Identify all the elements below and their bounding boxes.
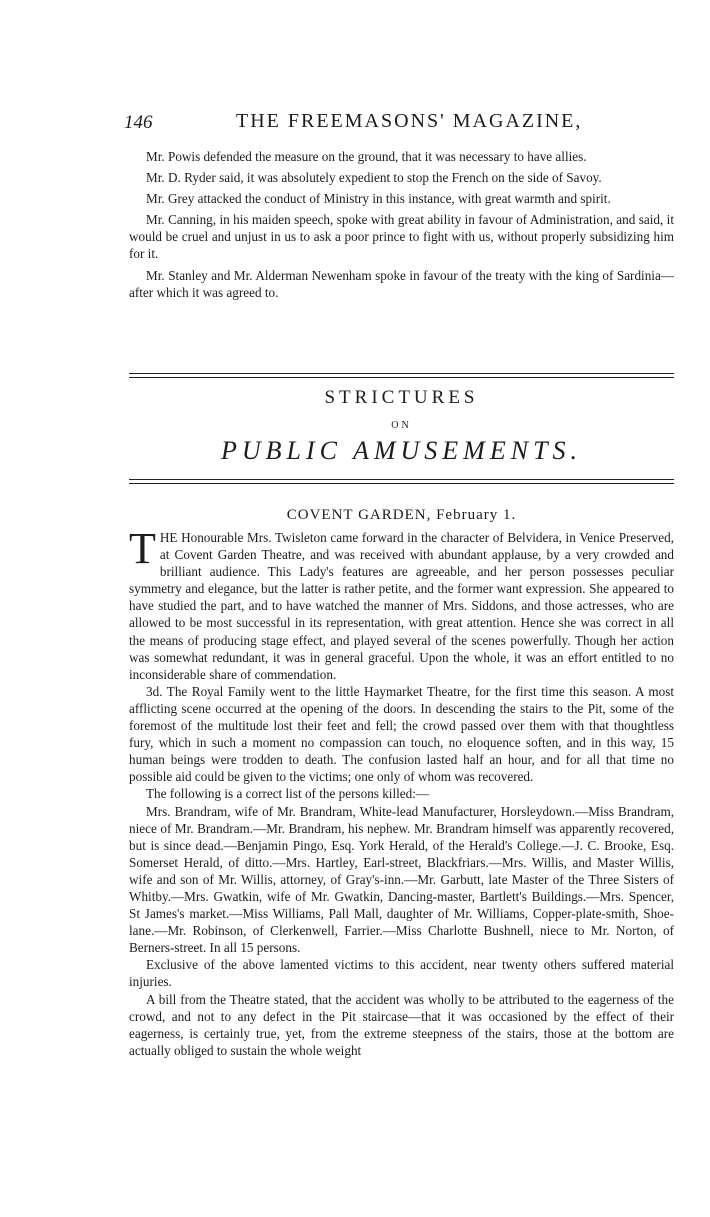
debate-paragraph: Mr. D. Ryder said, it was absolutely expedient to stop the French on the side of Savoy. <box>146 170 602 186</box>
article-paragraph: The following is a correct list of the persons killed:— <box>146 786 430 802</box>
article-paragraph-text: HE Honourable Mrs. Twisleton came forward in the character of Belvidera, in Venice Preserved, at Covent Garden Theatre, and was received with abundant applause, by a very crowded and brilliant audience. This Lady's features are agreeable, and her person possesses peculiar symmetry and elegance, but the latter is rather petite, and the former want expression. She appeared to have studied the part, and to have watched the manner of Mrs. Siddons, and those actresses, who are allowed to be most successful in its representation, with great attention. Hence she was correct in all the means of producing stage effect, and played several of the scenes powerfully. Though her action was somewhat redundant, it was in general graceful. Upon the whole, it was an effort entitled to no inconsiderable share of commendation. <box>129 530 674 682</box>
article-paragraph: 3d. The Royal Family went to the little Haymarket Theatre, for the first time this season. A most afflicting scene occurred at the opening of the doors. In descending the stairs to the Pit, some of the foremost of the multitude lost their feet and fell; the crowd passed over them with that thoughtless fury, which in such a moment no compassion can touch, no eloquence soften, and in this way, 15 human beings were trodden to death. The confusion lasted half an hour, and for all that time no possible aid could be given to the victims; one only of whom was recovered. <box>129 683 674 785</box>
article-paragraph: A bill from the Theatre stated, that the accident was wholly to be attributed to the eagerness of the crowd, and not to any defect in the Pit staircase—that it was occasioned by the effect of their eagerness, is certainly true, yet, from the extreme steepness of the stairs, those at the bottom are actually obliged to sustain the whole weight <box>129 991 674 1058</box>
article-paragraph: Mrs. Brandram, wife of Mr. Brandram, White-lead Manufacturer, Horsleydown.—Miss Brandram, niece of Mr. Brandram.—Mr. Brandram, his nephew. Mr. Brandram himself was apparently recovered, but is since dead.—Benjamin Pingo, Esq. York Herald, of the Herald's College.—J. C. Brooke, Esq. Somerset Herald, of ditto.—Mrs. Hartley, Earl-street, Blackfriars.—Mrs. Willis, and Master Willis, wife and son of Mr. Willis, attorney, of Gray's-inn.—Mr. Garbutt, late Master of the Three Sisters of Whitby.—Mrs. Gwatkin, wife of Mr. Gwatkin, Dancing-master, Bartlett's Buildings.—Mrs. Spencer, St James's market.—Miss Williams, Pall Mall, daughter of Mr. Williams, Copper-plate-smith, Shoe-lane.—Mr. Robinson, of Clerkenwell, Farrier.—Miss Charlotte Bushnell, niece to Mr. Norton, of Berners-street. In all 15 persons. <box>129 803 674 956</box>
section-rule-top <box>129 373 674 378</box>
debate-paragraph: Mr. Stanley and Mr. Alderman Newenham spoke in favour of the treaty with the king of Sardinia—after which it was agreed to. <box>129 267 674 300</box>
article-paragraph <box>129 524 674 683</box>
section-rule-bottom <box>129 479 674 484</box>
debate-paragraph: Mr. Powis defended the measure on the ground, that it was necessary to have allies. <box>146 149 587 164</box>
drop-cap: T <box>129 524 156 573</box>
article-column <box>129 524 674 1059</box>
article-paragraph: Exclusive of the above lamented victims to this accident, near twenty others suffered material injuries. <box>129 957 674 990</box>
section-title-strictures: STRICTURES <box>324 387 479 408</box>
debate-paragraph: Mr. Grey attacked the conduct of Ministry in this instance, with great warmth and spirit. <box>146 191 611 207</box>
debate-column <box>129 148 674 305</box>
dateline: COVENT GARDEN, February 1. <box>286 507 517 523</box>
page-number: 146 <box>124 112 153 133</box>
section-title-on: ON <box>391 420 412 431</box>
running-title: THE FREEMASONS' MAGAZINE, <box>236 110 583 132</box>
debate-paragraph: Mr. Canning, in his maiden speech, spoke with great ability in favour of Administration, and said, it would be cruel and unjust in us to ask a poor prince to fight with us, without properly subsidizing him for it. <box>129 212 674 262</box>
section-title-public-amusements: PUBLIC AMUSEMENTS. <box>220 436 583 465</box>
